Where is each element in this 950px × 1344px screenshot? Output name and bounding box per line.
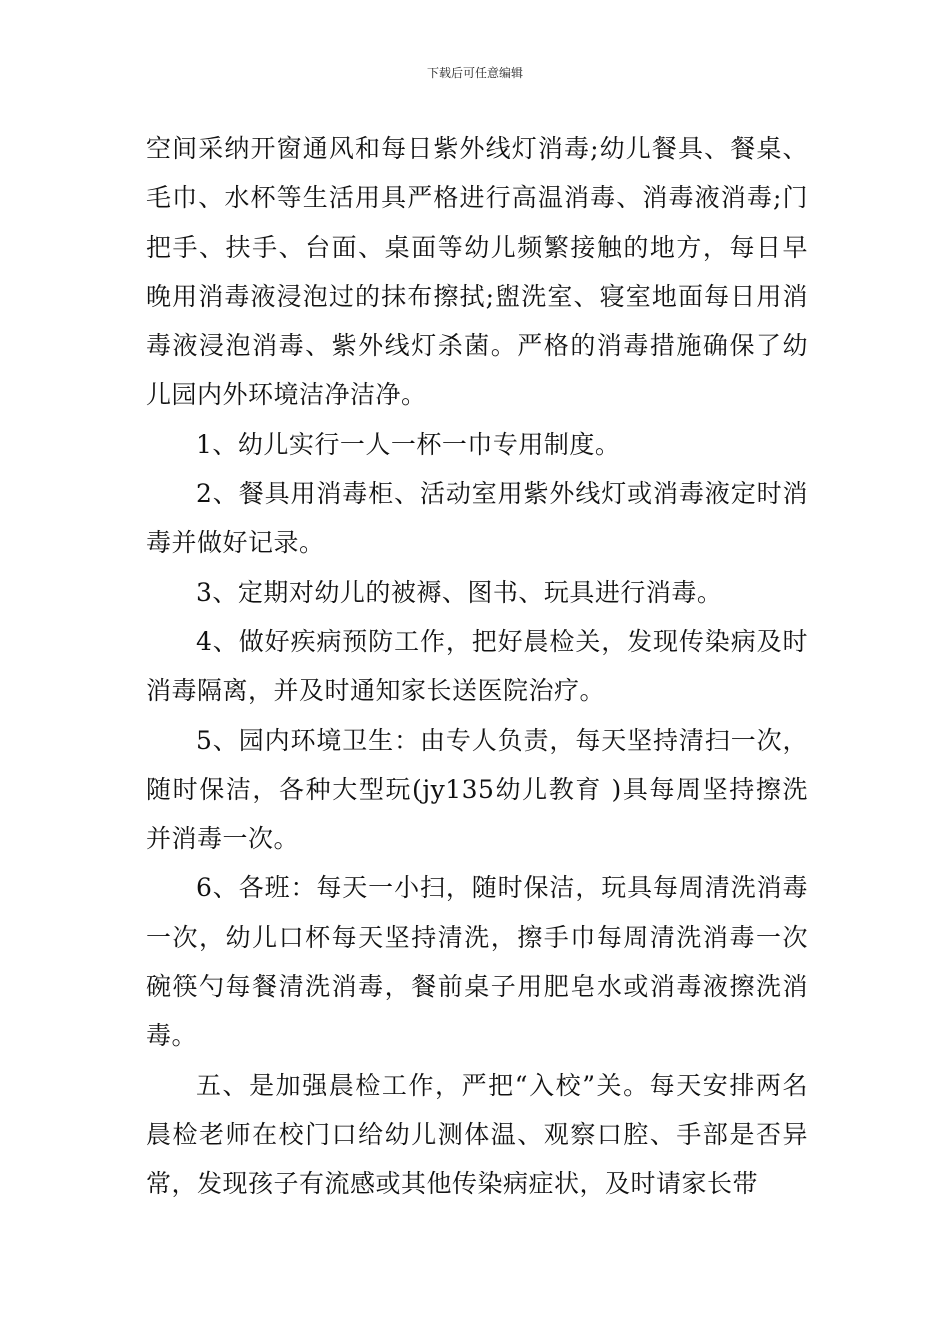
section-five-paragraph: 五、是加强晨检工作，严把“入校”关。每天安排两名晨检老师在校门口给幼儿测体温、观察口腔、手部是否异常，发现孩子有流感或其他传染病症状，及时请家长带	[146, 1070, 808, 1199]
list-item-4: 4、做好疾病预防工作，把好晨检关，发现传染病及时消毒隔离，并及时通知家长送医院治疗。	[146, 626, 808, 706]
list-item-6: 6、各班：每天一小扫，随时保洁，玩具每周清洗消毒一次，幼儿口杯每天坚持清洗，擦手巾每周清洗消毒一次碗筷勺每餐清洗消毒，餐前桌子用肥皂水或消毒液擦洗消毒。	[146, 873, 808, 1051]
list-item-5: 5、园内环境卫生：由专人负责，每天坚持清扫一次，随时保洁，各种大型玩(jy135幼儿教育 )具每周坚持擦洗并消毒一次。	[146, 725, 808, 854]
list-item-3: 3、定期对幼儿的被褥、图书、玩具进行消毒。	[196, 577, 723, 607]
paragraph-disinfection-intro: 空间采纳开窗通风和每日紫外线灯消毒;幼儿餐具、餐桌、毛巾、水杯等生活用具严格进行高温消毒、消毒液消毒;门把手、扶手、台面、桌面等幼儿频繁接触的地方，每日早晚用消毒液浸泡过的抹布擦拭;盥洗室、寝室地面每日用消毒液浸泡消毒、紫外线灯杀菌。严格的消毒措施确保了幼儿园内外环境洁净洁净。	[146, 134, 808, 410]
list-item-2: 2、餐具用消毒柜、活动室用紫外线灯或消毒液定时消毒并做好记录。	[146, 479, 808, 558]
document-body	[146, 124, 808, 1209]
list-item-1: 1、幼儿实行一人一杯一巾专用制度。	[196, 429, 621, 459]
page-header: 下载后可任意编辑	[426, 66, 523, 80]
